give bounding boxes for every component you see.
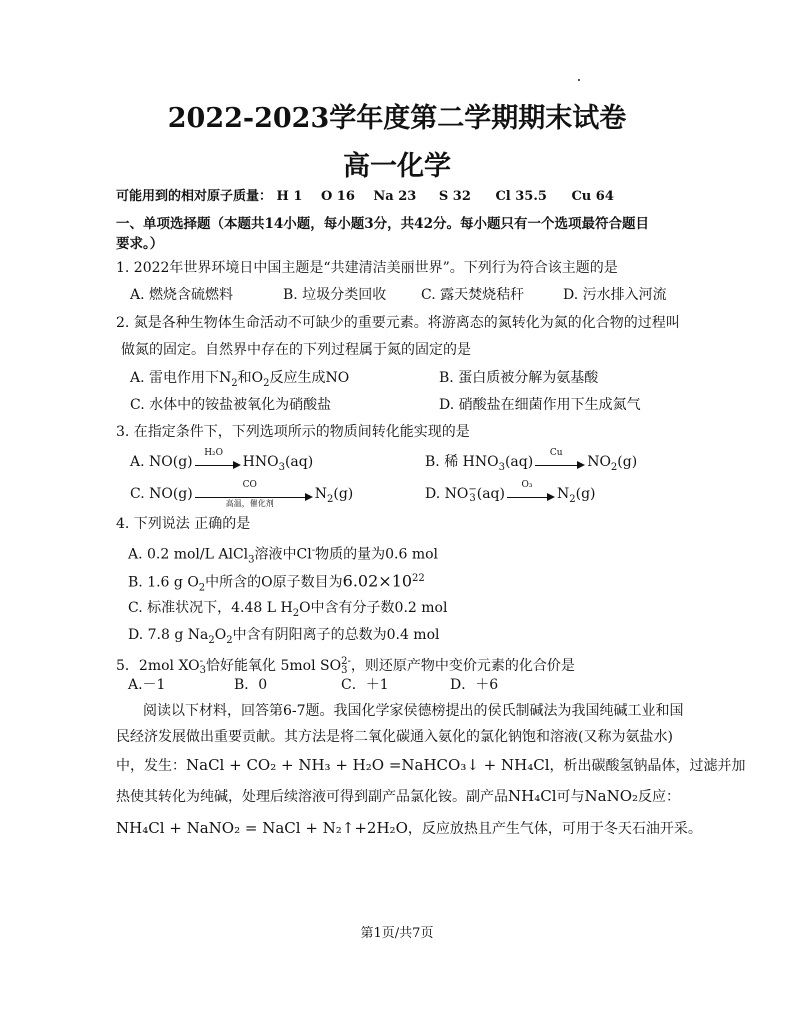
q4-option-d: D. 7.8 g $Na_2O_2$中含有阴阳离子的总数为0.4 mol — [128, 627, 440, 646]
atomic-mass-item: Cu 64 — [571, 189, 614, 204]
reading-line-3: 中，发生：NaCl + CO₂ + NH₃ + H₂O =NaHCO₃↓ + NH₄Cl，析出碳酸氢钠晶体，过滤并加 — [116, 756, 746, 774]
q4-option-a: A. 0.2 mol/L AlCl$_3$溶液中Cl-物质的量为0.6 mol — [128, 545, 439, 566]
q4-option-c: C. 标准状况下，4.48 L $H_2O$中含有分子数0.2 mol — [128, 600, 448, 619]
reading-line-1: 阅读以下材料，回答第6-7题。我国化学家侯德榜提出的侯氏制碱法为我国纯碱工业和国 — [143, 703, 684, 719]
reaction-arrow: O₃ — [507, 486, 555, 502]
q3-option-d: D. NO − 3 (aq) O₃ $N_2(g)$ — [425, 480, 596, 505]
exam-title: 2022-2023学年度第二学期期末试卷 — [167, 103, 627, 134]
q2-option-a: A. 雷电作用下$N_2$和$O_2$反应生成NO — [130, 370, 350, 389]
q3-stem: 3. 在指定条件下，下列选项所示的物质间转化能实现的是 — [116, 424, 470, 440]
q3-option-c: C. NO(g) CO 高温，催化剂 $N_2(g)$ — [130, 480, 354, 508]
reading-line-5: NH₄Cl + NaNO₂ = NaCl + N₂↑+2H₂O，反应放热且产生气体，可用于冬天石油开采。 — [116, 819, 702, 837]
q2-option-b: B. 蛋白质被分解为氨基酸 — [439, 370, 599, 386]
section-heading: 一、单项选择题（本题共14小题，每小题3分，共42分。每小题只有一个选项最符合题目 — [116, 216, 649, 232]
q1-option-a: A. 燃烧含硫燃料 — [130, 287, 234, 303]
reaction-arrow: Cu — [535, 454, 585, 470]
reaction-arrow: H₂O — [195, 454, 241, 470]
q3-option-b: B. 稀 $HNO_3(aq)$ Cu $NO_2(g)$ — [425, 448, 638, 473]
page-number: 第1页/共7页 — [360, 926, 434, 941]
atomic-mass-line — [116, 187, 614, 207]
formula: NH₄Cl — [508, 787, 557, 805]
equation: NaCl + CO₂ + NH₃ + H₂O =NaHCO₃↓ + NH₄Cl — [186, 756, 550, 774]
atomic-mass-item: S 32 — [438, 189, 471, 204]
q2-stem: 2. 氮是各种生物体生命活动不可缺少的重要元素。将游离态的氮转化为氮的化合物的过程叫 — [116, 315, 680, 331]
equation: NH₄Cl + NaNO₂ = NaCl + N₂↑+2H₂O — [116, 819, 408, 837]
q1-option-c: C. 露天焚烧秸秆 — [421, 287, 525, 303]
atomic-mass-item: Na 23 — [373, 189, 417, 204]
q4-option-b: B. 1.6 g $O_2$中所含的O原子数目为$6.02\times 10^{22}$ — [128, 571, 425, 594]
exam-subtitle: 高一化学 — [343, 151, 451, 182]
q3-option-a: A. NO(g) H₂O $HNO_3(aq)$ — [130, 448, 314, 473]
q5-option-c: C．＋1 — [341, 677, 389, 693]
q4-stem: 4. 下列说法 正确的是 — [116, 516, 251, 532]
q5-stem: 5．2mol XO - 3 恰好能氧化 5mol SO 2- 3 ，则还原产物中变价元素的化合价是 — [116, 656, 575, 676]
stray-dot — [578, 79, 580, 81]
q1-option-d: D. 污水排入河流 — [563, 287, 667, 303]
atomic-mass-item: Cl 35.5 — [495, 189, 547, 204]
reaction-arrow: CO 高温，催化剂 — [195, 486, 313, 502]
atomic-mass-item: H 1 — [276, 189, 303, 204]
formula: NaNO₂ — [584, 787, 639, 805]
atomic-mass-label: 可能用到的相对原子质量： — [116, 189, 273, 204]
q2-option-c: C. 水体中的铵盐被氧化为硝酸盐 — [130, 397, 332, 413]
reading-line-2: 民经济发展做出重要贡献。其方法是将二氧化碳通入氨化的氯化钠饱和溶液(又称为氨盐水) — [116, 729, 673, 745]
q1-option-b: B. 垃圾分类回收 — [283, 287, 387, 303]
section-heading-cont: 要求。） — [116, 236, 164, 252]
q5-option-a: A.－1 — [128, 677, 166, 693]
q5-option-b: B．0 — [234, 677, 268, 693]
q2-stem-cont: 做氮的固定。自然界中存在的下列过程属于氮的固定的是 — [121, 342, 471, 358]
atomic-mass-item: O 16 — [320, 189, 355, 204]
q2-option-d: D. 硝酸盐在细菌作用下生成氮气 — [439, 397, 641, 413]
reading-line-4: 热使其转化为纯碱，处理后续溶液可得到副产品氯化铵。副产品NH₄Cl可与NaNO₂反应： — [116, 787, 681, 805]
q5-option-d: D．＋6 — [450, 677, 499, 693]
q1-stem: 1. 2022年世界环境日中国主题是“共建清洁美丽世界”。下列行为符合该主题的是 — [116, 260, 618, 276]
